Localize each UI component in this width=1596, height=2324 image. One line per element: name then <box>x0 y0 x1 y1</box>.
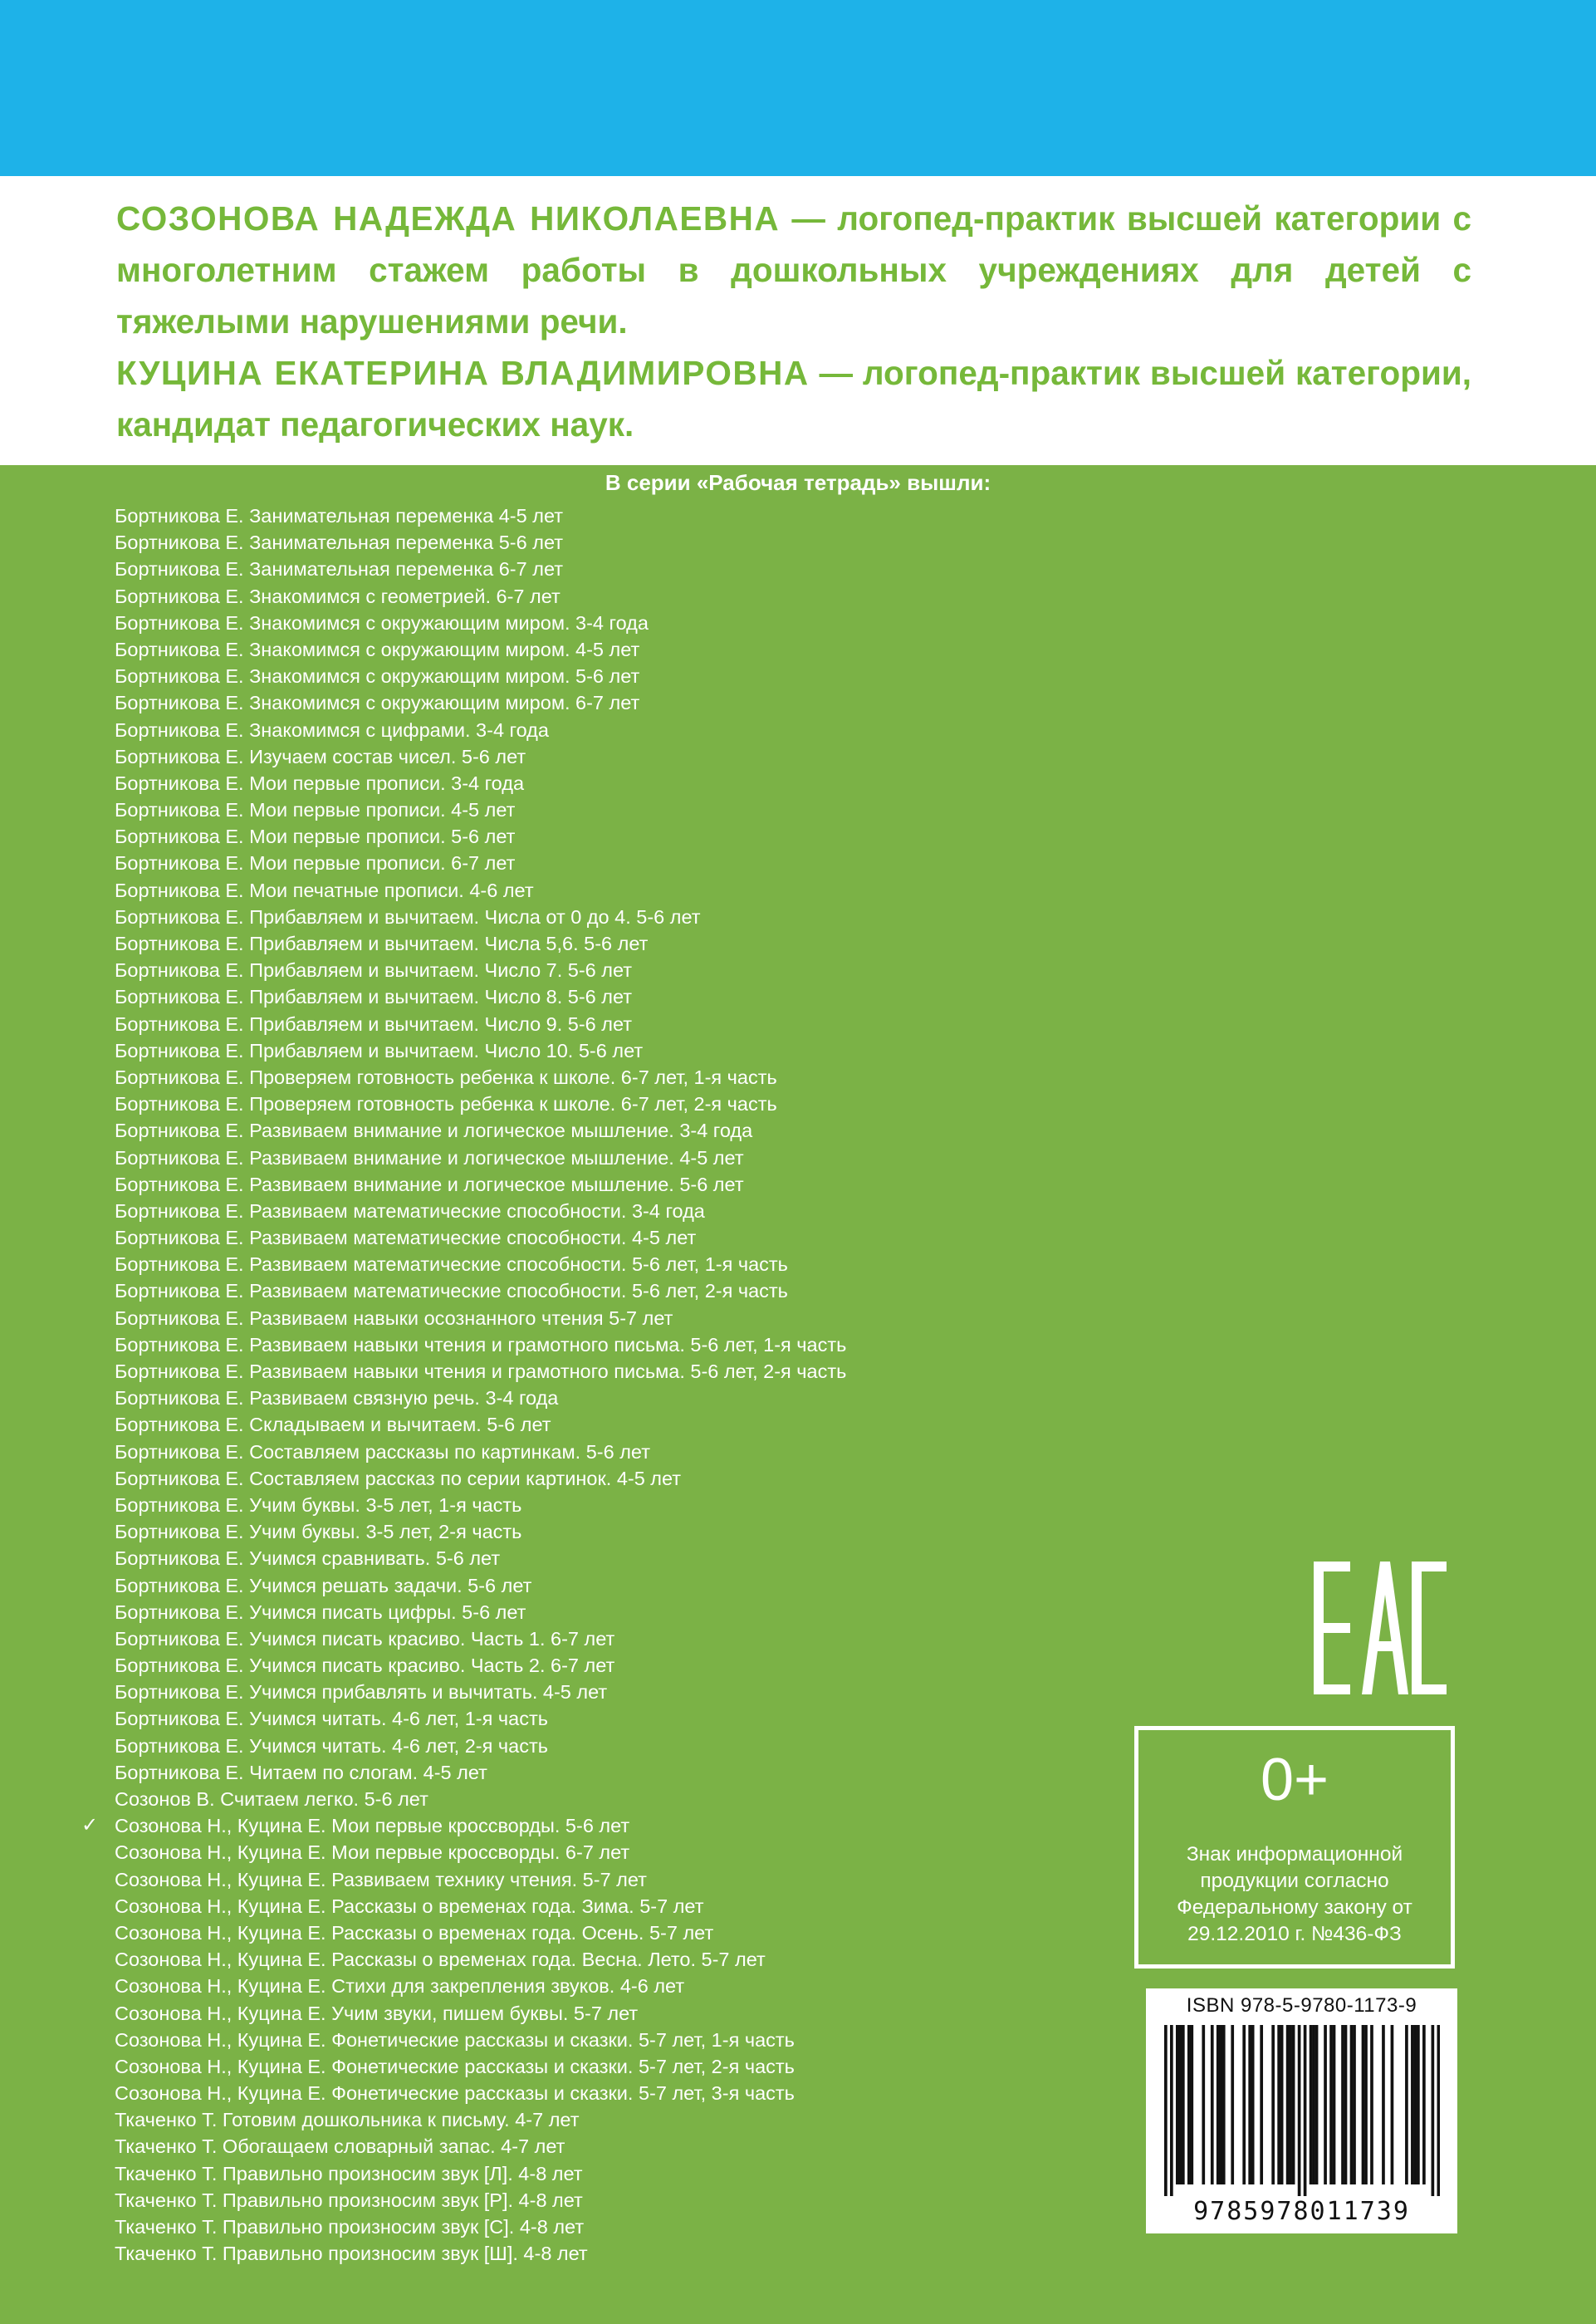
book-list-item <box>115 1305 1153 1331</box>
barcode-bar <box>1248 2025 1251 2184</box>
book-list-item <box>115 1866 1153 1893</box>
author-1-bio-paragraph <box>116 193 1471 347</box>
barcode-bar <box>1231 2025 1234 2184</box>
book-title: Ткаченко Т. Готовим дошкольника к письму. 4-7 лет <box>115 2109 580 2131</box>
book-title: Бортникова Е. Прибавляем и вычитаем. Число 8. 5-6 лет <box>115 986 633 1008</box>
book-title: Созонова Н., Куцина Е. Рассказы о временах года. Осень. 5-7 лет <box>115 1921 714 1944</box>
series-heading: В серии «Рабочая тетрадь» вышли: <box>605 470 991 495</box>
book-title: Бортникова Е. Учимся решать задачи. 5-6 лет <box>115 1574 532 1596</box>
author-1-name: СОЗОНОВА НАДЕЖДА НИКОЛАЕВНА <box>116 199 781 238</box>
book-title: Бортникова Е. Развиваем внимание и логическое мышление. 5-6 лет <box>115 1173 744 1195</box>
checkmark-icon: ✓ <box>81 1814 99 1837</box>
book-title: Бортникова Е. Развиваем внимание и логическое мышление. 3-4 года <box>115 1120 753 1142</box>
book-list-item <box>115 610 1153 636</box>
book-title: Бортникова Е. Развиваем навыки осознанного чтения 5-7 лет <box>115 1307 673 1329</box>
book-title: Ткаченко Т. Правильно произносим звук [С]. 4-8 лет <box>115 2216 585 2238</box>
book-list-item <box>115 1893 1153 1920</box>
book-title: Бортникова Е. Занимательная переменка 6-7 лет <box>115 558 563 581</box>
age-rating-caption: Знак информационной продукции согласно Федеральному закону от 29.12.2010 г. №436-ФЗ <box>1177 1843 1412 1945</box>
author-2-name: КУЦИНА ЕКАТЕРИНА ВЛАДИМИРОВНА <box>116 354 810 392</box>
barcode-bar <box>1178 2025 1182 2184</box>
barcode-bar <box>1312 2025 1315 2184</box>
book-list-item <box>115 1625 1153 1652</box>
barcode-bar <box>1277 2025 1280 2184</box>
barcode-icon <box>1164 2025 1440 2196</box>
book-title: Бортникова Е. Мои первые прописи. 5-6 лет <box>115 826 516 848</box>
book-list-item <box>115 850 1153 876</box>
book-title: Созонова Н., Куцина Е. Мои первые кроссворды. 5-6 лет <box>115 1815 630 1837</box>
book-title: Бортникова Е. Развиваем навыки чтения и грамотного письма. 5-6 лет, 2-я часть <box>115 1361 847 1382</box>
book-list-item <box>115 2053 1153 2080</box>
book-list-item <box>115 1786 1153 1812</box>
book-list-item <box>115 1439 1153 1465</box>
age-rating-box <box>1134 1726 1455 1969</box>
book-list-item <box>81 1812 1153 1839</box>
book-list-item <box>115 1839 1153 1866</box>
barcode-bar <box>1217 2025 1220 2184</box>
barcode-bar <box>1304 2025 1307 2196</box>
book-title: Бортникова Е. Составляем рассказ по серии картинок. 4-5 лет <box>115 1467 682 1489</box>
author-1-bio: — логопед-практик высшей категории с многолетним стажем работы в дошкольных учреждениях для детей с тяжелыми нарушениями речи. <box>116 199 1471 341</box>
book-list-item <box>115 2133 1153 2160</box>
book-list-item <box>115 1973 1153 1999</box>
barcode-bar <box>1333 2025 1336 2184</box>
book-title: Бортникова Е. Развиваем связную речь. 3-4 года <box>115 1387 559 1410</box>
book-title: Бортникова Е. Занимательная переменка 5-6 лет <box>115 532 563 554</box>
book-title: Созонова Н., Куцина Е. Мои первые кроссворды. 6-7 лет <box>115 1841 630 1864</box>
book-title: Бортникова Е. Знакомимся с окружающим миром. 4-5 лет <box>115 638 640 660</box>
book-title: Бортникова Е. Учимся прибавлять и вычитать. 4-5 лет <box>115 1681 608 1704</box>
book-title: Бортникова Е. Мои первые прописи. 3-4 года <box>115 772 525 794</box>
book-title: Бортникова Е. Знакомимся с окружающим миром. 5-6 лет <box>115 665 640 688</box>
barcode-bar <box>1289 2025 1292 2184</box>
book-title: Бортникова Е. Развиваем математические способности. 4-5 лет <box>115 1227 697 1249</box>
book-list-item <box>115 1145 1153 1171</box>
book-title: Бортникова Е. Прибавляем и вычитаем. Число 7. 5-6 лет <box>115 959 633 982</box>
book-list-item <box>115 1652 1153 1679</box>
book-title: Бортникова Е. Проверяем готовность ребенка к школе. 6-7 лет, 2-я часть <box>115 1093 777 1115</box>
barcode-bar <box>1182 2025 1185 2184</box>
book-list-item <box>115 2106 1153 2133</box>
book-list-item <box>115 743 1153 770</box>
book-title: Созонова Н., Куцина Е. Фонетические рассказы и сказки. 5-7 лет, 2-я часть <box>115 2055 795 2077</box>
barcode-bar <box>1260 2025 1263 2184</box>
book-list-item <box>115 1946 1153 1973</box>
book-title: Ткаченко Т. Правильно произносим звук [Ш]. 4-8 лет <box>115 2243 588 2265</box>
barcode-bar <box>1187 2025 1191 2184</box>
book-title: Бортникова Е. Учим буквы. 3-5 лет, 2-я часть <box>115 1521 522 1543</box>
book-title: Созонова Н., Куцина Е. Фонетические рассказы и сказки. 5-7 лет, 1-я часть <box>115 2028 795 2051</box>
book-list-item <box>115 1545 1153 1571</box>
book-title: Ткаченко Т. Правильно произносим звук [Р]. 4-8 лет <box>115 2189 583 2211</box>
barcode-digits: 9785978011739 <box>1193 2197 1410 2226</box>
book-title: Бортникова Е. Развиваем математические способности. 5-6 лет, 2-я часть <box>115 1280 788 1302</box>
barcode-bar <box>1362 2025 1365 2184</box>
book-title: Бортникова Е. Учимся читать. 4-6 лет, 1-я часть <box>115 1708 548 1730</box>
book-title: Созонова Н., Куцина Е. Стихи для закрепления звуков. 4-6 лет <box>115 1975 685 1998</box>
book-title: Ткаченко Т. Обогащаем словарный запас. 4-7 лет <box>115 2135 565 2158</box>
book-list-item <box>115 1251 1153 1277</box>
barcode-bar <box>1286 2025 1290 2184</box>
book-list-item <box>115 957 1153 983</box>
book-list-item <box>115 1411 1153 1438</box>
barcode-bar <box>1422 2025 1426 2184</box>
barcode-bar <box>1382 2025 1385 2184</box>
book-list-item <box>115 770 1153 797</box>
book-title: Бортникова Е. Развиваем навыки чтения и грамотного письма. 5-6 лет, 1-я часть <box>115 1333 847 1356</box>
book-title: Созонова Н., Куцина Е. Фонетические рассказы и сказки. 5-7 лет, 3-я часть <box>115 2082 795 2105</box>
book-list-item <box>115 1572 1153 1599</box>
book-list-item <box>115 1518 1153 1545</box>
barcode-bar <box>1341 2025 1344 2184</box>
book-title: Бортникова Е. Учимся писать цифры. 5-6 лет <box>115 1601 526 1623</box>
book-list-item <box>115 1277 1153 1304</box>
book-list-item <box>115 636 1153 663</box>
book-list-item <box>115 2160 1153 2187</box>
book-list-item <box>115 1358 1153 1385</box>
book-list-item <box>115 583 1153 610</box>
book-title: Бортникова Е. Знакомимся с окружающим миром. 6-7 лет <box>115 692 640 714</box>
book-list-item <box>115 1198 1153 1224</box>
book-list-item <box>115 2240 1153 2267</box>
barcode-bar <box>1271 2025 1275 2184</box>
barcode-bar <box>1353 2025 1356 2184</box>
book-list-item <box>115 1224 1153 1251</box>
book-list-item <box>115 1679 1153 1705</box>
book-list-item <box>115 2080 1153 2106</box>
book-list-item <box>115 1920 1153 1946</box>
barcode-bar <box>1298 2025 1301 2196</box>
book-list-item <box>115 1011 1153 1037</box>
book-title: Бортникова Е. Учимся читать. 4-6 лет, 2-я часть <box>115 1734 548 1757</box>
book-title: Бортникова Е. Проверяем готовность ребенка к школе. 6-7 лет, 1-я часть <box>115 1066 777 1088</box>
barcode-bar <box>1432 2025 1435 2196</box>
book-list-item <box>115 1465 1153 1492</box>
book-list-item <box>115 1492 1153 1518</box>
book-title: Бортникова Е. Развиваем математические способности. 5-6 лет, 1-я часть <box>115 1253 788 1276</box>
book-title: Бортникова Е. Учимся сравнивать. 5-6 лет <box>115 1547 501 1570</box>
book-title: Бортникова Е. Знакомимся с цифрами. 3-4 года <box>115 718 549 741</box>
book-list-item <box>115 663 1153 689</box>
book-title: Бортникова Е. Знакомимся с окружающим миром. 3-4 года <box>115 611 649 634</box>
book-list-item <box>115 1117 1153 1144</box>
book-list-item <box>115 930 1153 957</box>
barcode-bar <box>1364 2025 1368 2184</box>
isbn-block <box>1146 1988 1457 2233</box>
barcode-bar <box>1405 2025 1408 2184</box>
book-title: Бортникова Е. Прибавляем и вычитаем. Число 10. 5-6 лет <box>115 1039 644 1061</box>
barcode-bar <box>1315 2025 1319 2184</box>
barcode-bar <box>1176 2025 1179 2184</box>
book-list-item <box>115 717 1153 743</box>
book-list-item <box>115 503 1153 529</box>
barcode-bar <box>1329 2025 1333 2184</box>
book-list-item <box>115 556 1153 582</box>
book-list-item <box>115 1064 1153 1091</box>
book-title: Созонова Н., Куцина Е. Развиваем технику чтения. 5-7 лет <box>115 1868 647 1890</box>
barcode-bar <box>1411 2025 1414 2184</box>
book-list-item <box>115 1385 1153 1411</box>
barcode-bar <box>1170 2025 1173 2196</box>
book-list-item <box>115 1091 1153 1117</box>
book-title: Бортникова Е. Мои печатные прописи. 4-6 лет <box>115 879 534 901</box>
age-rating-value: 0+ <box>1260 1747 1329 1813</box>
book-list-item <box>115 797 1153 823</box>
book-title: Бортникова Е. Читаем по слогам. 4-5 лет <box>115 1761 487 1783</box>
book-list-item <box>115 689 1153 716</box>
book-title: Бортникова Е. Прибавляем и вычитаем. Числа от 0 до 4. 5-6 лет <box>115 905 701 928</box>
barcode-bar <box>1370 2025 1373 2184</box>
barcode-bar <box>1391 2025 1394 2184</box>
barcode-bar <box>1164 2025 1168 2196</box>
book-list-item <box>115 1171 1153 1198</box>
book-title: Бортникова Е. Составляем рассказы по картинкам. 5-6 лет <box>115 1440 650 1463</box>
barcode-bar <box>1211 2025 1214 2184</box>
book-title: Бортникова Е. Учимся писать красиво. Часть 1. 6-7 лет <box>115 1627 615 1650</box>
book-list <box>81 503 1153 2267</box>
book-list-item <box>115 2027 1153 2053</box>
top-blue-band <box>0 0 1596 176</box>
book-list-item <box>115 877 1153 904</box>
book-title: Бортникова Е. Прибавляем и вычитаем. Числа 5,6. 5-6 лет <box>115 933 649 954</box>
book-list-item <box>115 1331 1153 1358</box>
book-list-item <box>115 904 1153 930</box>
book-list-item <box>115 2187 1153 2214</box>
barcode-bar <box>1437 2025 1440 2196</box>
book-title: Бортникова Е. Мои первые прописи. 6-7 лет <box>115 852 516 875</box>
book-list-item <box>115 1733 1153 1759</box>
book-title: Бортникова Е. Развиваем внимание и логическое мышление. 4-5 лет <box>115 1146 744 1169</box>
barcode-bar <box>1414 2025 1417 2184</box>
book-list-item <box>115 2214 1153 2240</box>
barcode-bar <box>1417 2025 1420 2184</box>
book-title: Бортникова Е. Учим буквы. 3-5 лет, 1-я часть <box>115 1493 522 1516</box>
barcode-bar <box>1350 2025 1354 2184</box>
book-list-item <box>115 1599 1153 1625</box>
book-list-item <box>115 1759 1153 1786</box>
book-title: Бортникова Е. Развиваем математические способности. 3-4 года <box>115 1199 705 1222</box>
author-2-bio-paragraph <box>116 347 1471 450</box>
barcode-bar <box>1202 2025 1205 2184</box>
book-title: Бортникова Е. Занимательная переменка 4-5 лет <box>115 505 563 527</box>
book-list-item <box>115 1705 1153 1732</box>
book-title: Созонова Н., Куцина Е. Рассказы о временах года. Весна. Лето. 5-7 лет <box>115 1949 766 1971</box>
barcode-bar <box>1344 2025 1348 2184</box>
book-title: Бортникова Е. Мои первые прописи. 4-5 лет <box>115 799 516 821</box>
book-list-item <box>115 983 1153 1010</box>
author-2-bio: — логопед-практик высшей категории, кандидат педагогических наук. <box>116 354 1471 444</box>
book-title: Ткаченко Т. Правильно произносим звук [Л]. 4-8 лет <box>115 2162 583 2184</box>
barcode-bar <box>1324 2025 1327 2184</box>
barcode-bar <box>1242 2025 1246 2184</box>
book-title: Бортникова Е. Складываем и вычитаем. 5-6 лет <box>115 1414 551 1436</box>
book-title: Бортникова Е. Изучаем состав чисел. 5-6 лет <box>115 745 526 767</box>
book-title: Бортникова Е. Знакомимся с геометрией. 6-7 лет <box>115 585 561 607</box>
eac-conformity-mark <box>1314 1562 1447 1694</box>
barcode-bar <box>1280 2025 1284 2184</box>
book-list-item <box>115 823 1153 850</box>
book-title: Созонова Н., Куцина Е. Рассказы о временах года. Зима. 5-7 лет <box>115 1895 704 1917</box>
author-bios <box>116 193 1471 450</box>
book-list-item <box>115 1037 1153 1064</box>
barcode-bar <box>1222 2025 1226 2184</box>
barcode-bar <box>1310 2025 1313 2184</box>
book-list-item <box>115 2000 1153 2027</box>
book-title: Бортникова Е. Учимся писать красиво. Часть 2. 6-7 лет <box>115 1655 615 1677</box>
isbn-label: ISBN 978-5-9780-1173-9 <box>1186 1994 1417 2017</box>
barcode-bar <box>1292 2025 1295 2184</box>
book-list-item <box>115 529 1153 556</box>
book-title: Бортникова Е. Прибавляем и вычитаем. Число 9. 5-6 лет <box>115 1012 633 1035</box>
book-title: Созонов В. Считаем легко. 5-6 лет <box>115 1788 428 1810</box>
book-title: Созонова Н., Куцина Е. Учим звуки, пишем буквы. 5-7 лет <box>115 2002 639 2024</box>
barcode-bar <box>1219 2025 1222 2184</box>
barcode-bar <box>1190 2025 1193 2184</box>
barcode-bar <box>1251 2025 1255 2184</box>
